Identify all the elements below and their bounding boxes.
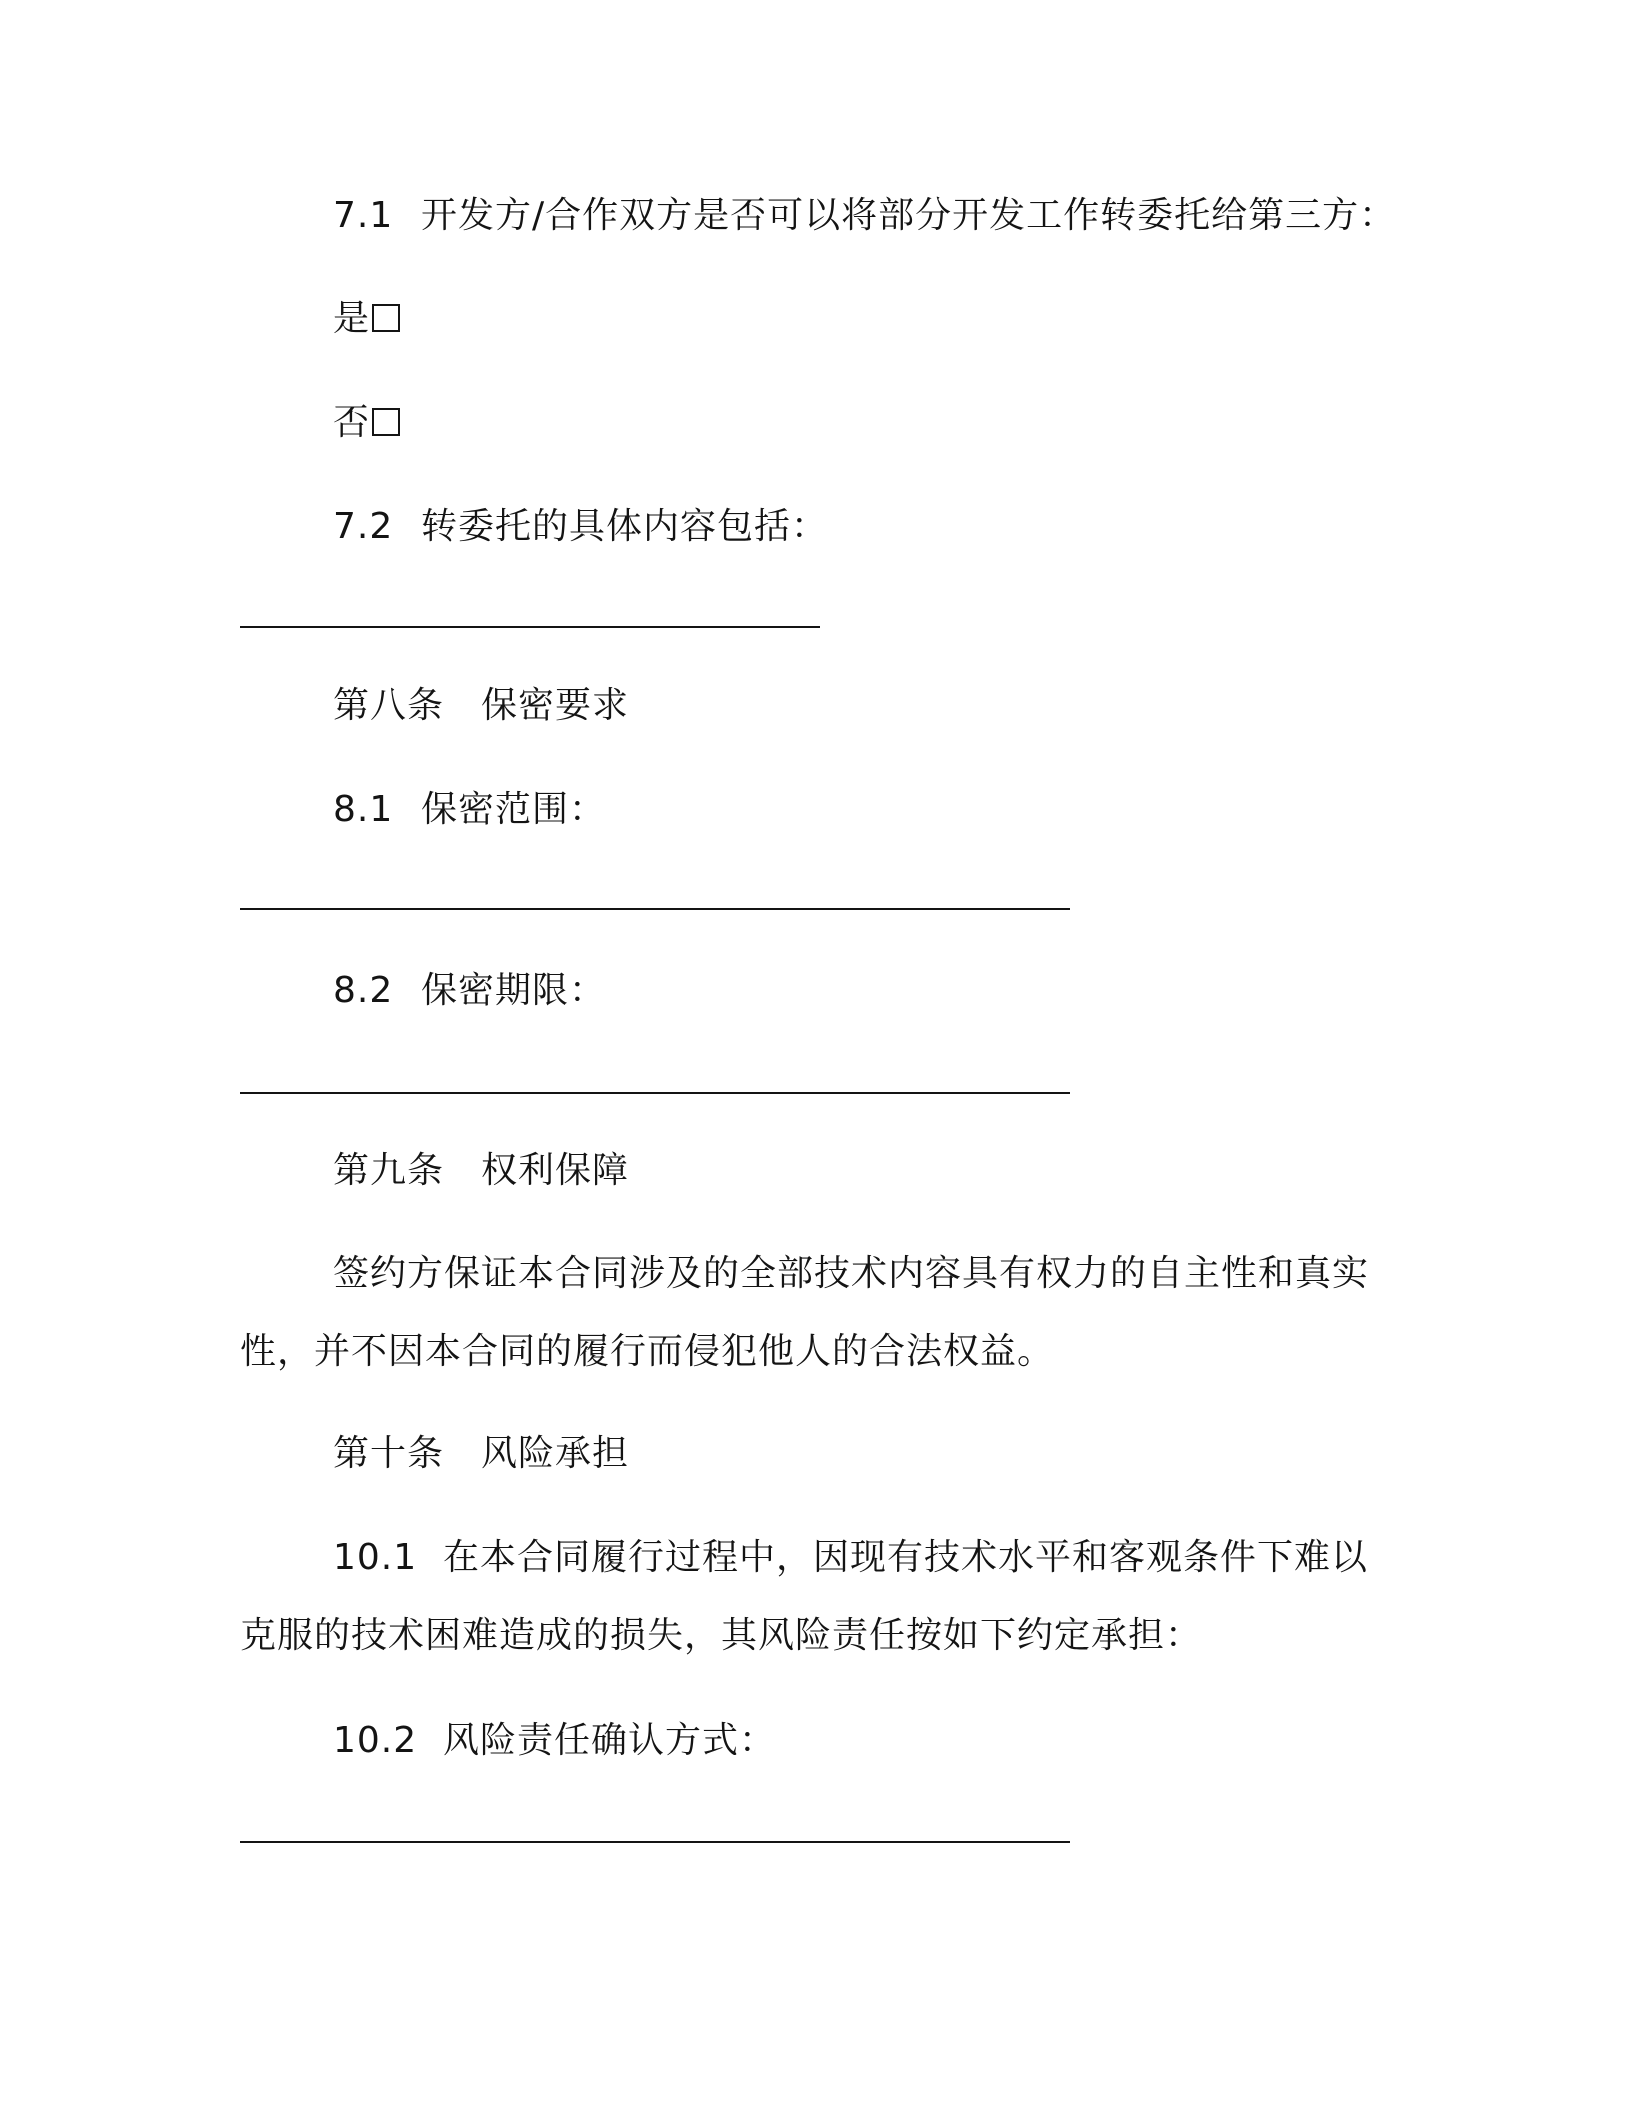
clause-10-1-line-1 bbox=[333, 1534, 1368, 1582]
article-9-body-line-2: 性，并不因本合同的履行而侵犯他人的合法权益。 bbox=[240, 1331, 1055, 1372]
article-10-title: 第十条 风险承担 bbox=[333, 1433, 630, 1474]
clause-text: 转委托的具体内容包括： bbox=[421, 506, 829, 547]
blank-line-8-1[interactable] bbox=[240, 908, 1070, 910]
blank-line-10-2[interactable] bbox=[240, 1841, 1070, 1843]
clause-number: 10.1 bbox=[333, 1537, 418, 1578]
clause-number: 8.1 bbox=[333, 789, 394, 830]
article-8-title: 第八条 保密要求 bbox=[333, 685, 630, 726]
clause-number: 10.2 bbox=[333, 1720, 418, 1761]
clause-10-1-line-2: 克服的技术困难造成的损失，其风险责任按如下约定承担： bbox=[240, 1615, 1203, 1656]
option-no-label: 否 bbox=[333, 402, 371, 443]
clause-text: 保密范围： bbox=[421, 789, 607, 830]
clause-text: 风险责任确认方式： bbox=[443, 1720, 777, 1761]
clause-8-1 bbox=[333, 786, 606, 834]
yes-checkbox[interactable] bbox=[372, 304, 400, 332]
article-9-body-line-1: 签约方保证本合同涉及的全部技术内容具有权力的自主性和真实 bbox=[333, 1253, 1370, 1294]
article-9-title: 第九条 权利保障 bbox=[333, 1150, 630, 1191]
clause-7-2 bbox=[333, 503, 828, 551]
no-checkbox[interactable] bbox=[372, 408, 400, 436]
clause-number: 7.1 bbox=[333, 195, 394, 236]
blank-line-8-2[interactable] bbox=[240, 1092, 1070, 1094]
clause-text: 保密期限： bbox=[421, 970, 607, 1011]
clause-number: 7.2 bbox=[333, 506, 394, 547]
option-no bbox=[333, 399, 400, 447]
clause-8-2 bbox=[333, 967, 606, 1015]
option-yes bbox=[333, 295, 400, 343]
option-yes-label: 是 bbox=[333, 298, 371, 339]
clause-10-2 bbox=[333, 1717, 776, 1765]
blank-line-7-2[interactable] bbox=[240, 626, 820, 628]
clause-text: 在本合同履行过程中，因现有技术水平和客观条件下难以 bbox=[443, 1537, 1369, 1578]
clause-number: 8.2 bbox=[333, 970, 394, 1011]
clause-7-1 bbox=[333, 192, 1396, 240]
clause-text: 开发方/合作双方是否可以将部分开发工作转委托给第三方： bbox=[421, 195, 1397, 236]
